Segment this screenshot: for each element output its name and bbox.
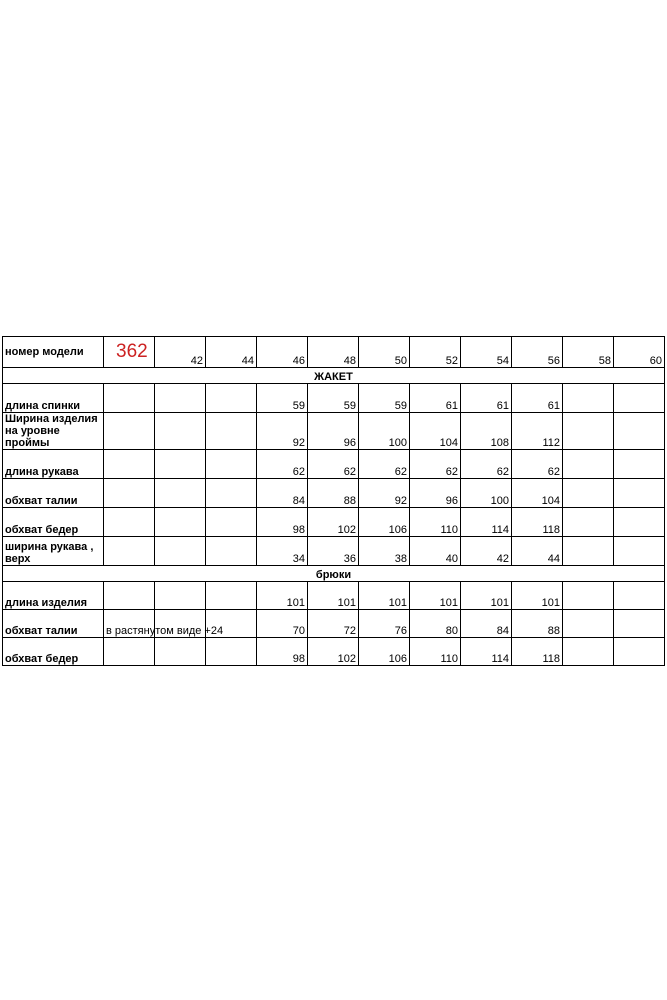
table-row [3,638,665,666]
measurement-note [104,450,155,479]
measurement-value [563,413,614,450]
size-header: 46 [257,337,308,368]
table-row [3,537,665,566]
measurement-value: 118 [512,638,563,666]
measurement-value [155,537,206,566]
measurement-label: ширина рукава , верх [3,537,104,566]
measurement-value [563,384,614,413]
measurement-value [206,537,257,566]
measurement-value [155,450,206,479]
measurement-value: 92 [359,479,410,508]
measurement-note: в растянутом виде +24 [104,610,155,638]
model-label: номер модели [3,337,104,368]
measurement-value: 62 [461,450,512,479]
measurement-value: 100 [461,479,512,508]
measurement-value: 104 [410,413,461,450]
size-chart-body [3,337,665,666]
measurement-label: обхват бедер [3,508,104,537]
size-header: 56 [512,337,563,368]
measurement-value: 84 [461,610,512,638]
measurement-value: 59 [308,384,359,413]
measurement-value: 40 [410,537,461,566]
size-header: 50 [359,337,410,368]
table-row [3,582,665,610]
measurement-value [563,450,614,479]
measurement-value [155,384,206,413]
measurement-value: 106 [359,508,410,537]
measurement-value [206,508,257,537]
measurement-value: 44 [512,537,563,566]
measurement-value: 102 [308,508,359,537]
section-header-row [3,368,665,384]
measurement-value [563,479,614,508]
measurement-value: 100 [359,413,410,450]
measurement-value [563,638,614,666]
measurement-value [563,582,614,610]
measurement-value: 101 [257,582,308,610]
measurement-value: 88 [308,479,359,508]
measurement-value: 88 [512,610,563,638]
size-header: 52 [410,337,461,368]
size-header: 42 [155,337,206,368]
measurement-value [206,638,257,666]
measurement-value [206,413,257,450]
measurement-note [104,582,155,610]
measurement-value [614,537,665,566]
table-row [3,479,665,508]
measurement-value: 101 [410,582,461,610]
measurement-label: длина рукава [3,450,104,479]
measurement-value: 62 [308,450,359,479]
measurement-value: 34 [257,537,308,566]
measurement-value: 80 [410,610,461,638]
measurement-value: 62 [410,450,461,479]
measurement-value [614,450,665,479]
measurement-value: 61 [512,384,563,413]
measurement-value: 62 [257,450,308,479]
measurement-value: 98 [257,508,308,537]
measurement-value: 101 [461,582,512,610]
section-title: ЖАКЕТ [3,368,665,384]
measurement-label: обхват талии [3,479,104,508]
measurement-label: Ширина изделия на уровне проймы [3,413,104,450]
measurement-value [155,413,206,450]
measurement-value: 118 [512,508,563,537]
measurement-note [104,413,155,450]
size-chart-sheet [2,336,664,668]
measurement-value: 38 [359,537,410,566]
measurement-value: 112 [512,413,563,450]
measurement-value: 42 [461,537,512,566]
measurement-note [104,638,155,666]
measurement-value: 84 [257,479,308,508]
size-chart-table [2,336,665,666]
model-number: 362 [104,337,155,368]
measurement-value: 36 [308,537,359,566]
table-row [3,508,665,537]
measurement-value [563,610,614,638]
measurement-label: обхват бедер [3,638,104,666]
measurement-value: 114 [461,638,512,666]
measurement-value: 102 [308,638,359,666]
measurement-value: 104 [512,479,563,508]
table-row [3,610,665,638]
table-row [3,384,665,413]
header-row [3,337,665,368]
measurement-value: 96 [410,479,461,508]
measurement-value [206,450,257,479]
measurement-value [614,413,665,450]
measurement-note [104,537,155,566]
measurement-value: 110 [410,508,461,537]
measurement-note [104,479,155,508]
measurement-value [155,638,206,666]
measurement-value: 62 [512,450,563,479]
size-header: 54 [461,337,512,368]
size-header: 44 [206,337,257,368]
measurement-value: 62 [359,450,410,479]
measurement-value [563,508,614,537]
measurement-label: длина спинки [3,384,104,413]
table-row [3,450,665,479]
measurement-value: 61 [410,384,461,413]
measurement-value: 92 [257,413,308,450]
measurement-note [104,384,155,413]
measurement-value: 108 [461,413,512,450]
measurement-label: длина изделия [3,582,104,610]
measurement-value: 101 [359,582,410,610]
measurement-value: 114 [461,508,512,537]
measurement-value [614,384,665,413]
measurement-label: обхват талии [3,610,104,638]
measurement-value: 59 [359,384,410,413]
measurement-value: 101 [512,582,563,610]
section-title: брюки [3,566,665,582]
measurement-value [614,479,665,508]
measurement-value [155,479,206,508]
measurement-value [563,537,614,566]
measurement-value: 76 [359,610,410,638]
measurement-value: 61 [461,384,512,413]
measurement-value [206,384,257,413]
measurement-value: 70 [257,610,308,638]
measurement-value: 98 [257,638,308,666]
measurement-value [614,638,665,666]
table-row [3,413,665,450]
measurement-value [206,479,257,508]
size-header: 60 [614,337,665,368]
measurement-value [206,582,257,610]
measurement-value [155,508,206,537]
measurement-value [614,508,665,537]
measurement-value [155,582,206,610]
measurement-value: 59 [257,384,308,413]
measurement-value [614,582,665,610]
size-header: 48 [308,337,359,368]
section-header-row [3,566,665,582]
measurement-note [104,508,155,537]
measurement-value: 106 [359,638,410,666]
measurement-value: 110 [410,638,461,666]
measurement-value: 101 [308,582,359,610]
measurement-value [614,610,665,638]
size-header: 58 [563,337,614,368]
measurement-value: 96 [308,413,359,450]
measurement-value: 72 [308,610,359,638]
